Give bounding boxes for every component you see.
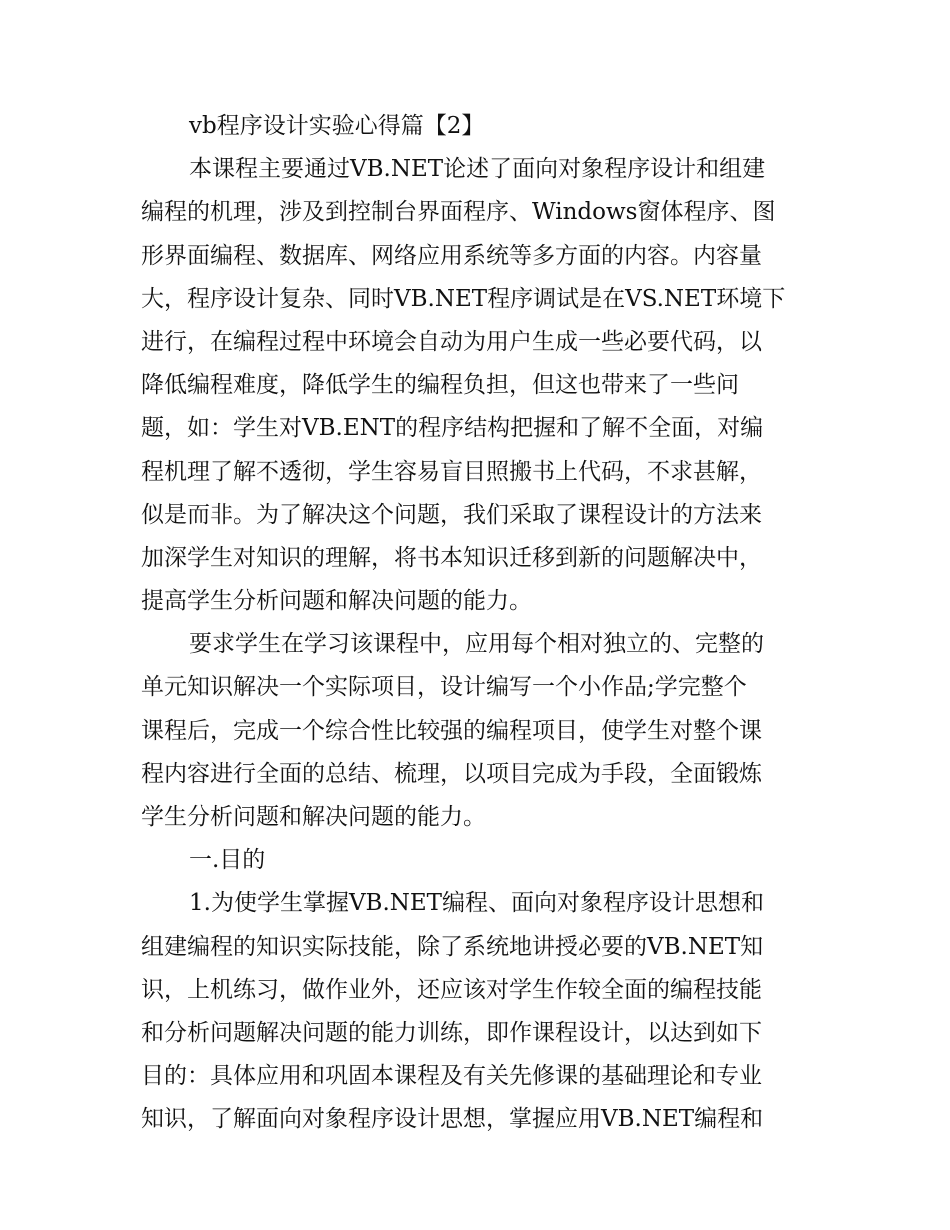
paragraph-line: 学生分析问题和解决问题的能力。 xyxy=(141,804,486,830)
paragraph-line: 提高学生分析问题和解决问题的能力。 xyxy=(141,588,532,615)
paragraph-line: 编程的机理，涉及到控制台界面程序、Windows窗体程序、图 xyxy=(141,199,776,226)
paragraph-line: 知识，了解面向对象程序设计思想，掌握应用VB.NET编程和 xyxy=(141,1106,764,1133)
paragraph-line: 加深学生对知识的理解，将书本知识迁移到新的问题解决中， xyxy=(141,544,762,571)
section-heading: vb程序设计实验心得篇【2】 xyxy=(189,113,485,139)
paragraph-line: 课程后，完成一个综合性比较强的编程项目，使学生对整个课 xyxy=(141,717,762,744)
paragraph-line: 要求学生在学习该课程中，应用每个相对独立的、完整的 xyxy=(189,631,764,658)
paragraph-line: 大，程序设计复杂、同时VB.NET程序调试是在VS.NET环境下 xyxy=(141,285,786,312)
paragraph-line: 组建编程的知识实际技能，除了系统地讲授必要的VB.NET知 xyxy=(141,933,764,960)
paragraph-line: 题，如：学生对VB.ENT的程序结构把握和了解不全面，对编 xyxy=(141,415,764,442)
paragraph-line: 程内容进行全面的总结、梳理，以项目完成为手段，全面锻炼 xyxy=(141,760,762,787)
document-body xyxy=(141,105,813,1142)
paragraph-line: 识，上机练习，做作业外，还应该对学生作较全面的编程技能 xyxy=(141,976,762,1003)
paragraph-line: 程机理了解不透彻，学生容易盲目照搬书上代码，不求甚解， xyxy=(141,458,762,485)
paragraph-line: 似是而非。为了解决这个问题，我们采取了课程设计的方法来 xyxy=(141,501,762,528)
paragraph-line: 降低编程难度，降低学生的编程负担，但这也带来了一些问 xyxy=(141,372,739,399)
paragraph-line: 1.为使学生掌握VB.NET编程、面向对象程序设计思想和 xyxy=(189,890,765,917)
paragraph-line: 本课程主要通过VB.NET论述了面向对象程序设计和组建 xyxy=(189,156,766,183)
section-heading: 一.目的 xyxy=(189,847,266,874)
paragraph-line: 目的：具体应用和巩固本课程及有关先修课的基础理论和专业 xyxy=(141,1063,762,1090)
paragraph-line: 形界面编程、数据库、网络应用系统等多方面的内容。内容量 xyxy=(141,242,762,269)
paragraph-line: 和分析问题解决问题的能力训练，即作课程设计，以达到如下 xyxy=(141,1019,762,1046)
paragraph-line: 进行，在编程过程中环境会自动为用户生成一些必要代码，以 xyxy=(141,328,762,355)
paragraph-line: 单元知识解决一个实际项目，设计编写一个小作品;学完整个 xyxy=(141,674,747,701)
